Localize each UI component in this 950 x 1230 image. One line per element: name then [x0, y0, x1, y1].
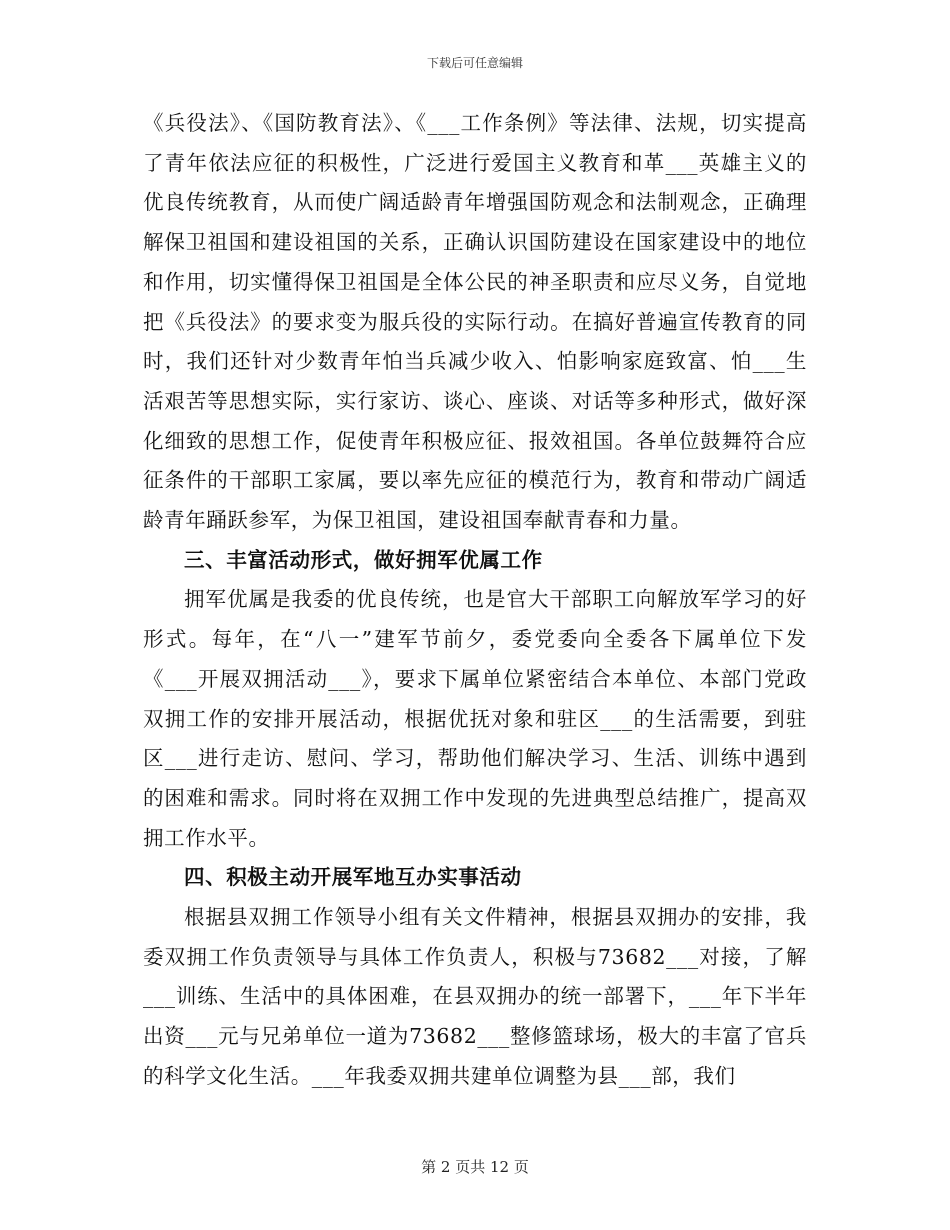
page-footer: 第 2 页共 12 页: [421, 1158, 529, 1176]
paragraph-mutual-affairs: 根据县双拥工作领导小组有关文件精神，根据县双拥办的安排，我委双拥工作负责领导与具体工作负责人，积极与73682___对接，了解___训练、生活中的具体困难，在县双拥办的统一部署下，___年下半年出资___元与兄弟单位一道为73682___整修篮球场，极大的丰富了官兵的科学文化生活。___年我委双拥共建单位调整为县___部，我们: [143, 905, 807, 1088]
paragraph-continued: 《兵役法》、《国防教育法》、《___工作条例》等法律、法规，切实提高了青年依法应征的积极性，广泛进行爱国主义教育和革___英雄主义的优良传统教育，从而使广阔适龄青年增强国防观念和法制观念，正确理解保卫祖国和建设祖国的关系，正确认识国防建设在国家建设中的地位和作用，切实懂得保卫祖国是全体公民的神圣职责和应尽义务，自觉地把《兵役法》的要求变为服兵役的实际行动。在搞好普遍宣传教育的同时，我们还针对少数青年怕当兵减少收入、怕影响家庭致富、怕___生活艰苦等思想实际，实行家访、谈心、座谈、对话等多种形式，做好深化细致的思想工作，促使青年积极应征、报效祖国。各单位鼓舞符合应征条件的干部职工家属，要以率先应征的模范行为，教育和带动广阔适龄青年踊跃参军，为保卫祖国，建设祖国奉献青春和力量。: [143, 111, 807, 533]
section-heading-3: 三、丰富活动形式，做好拥军优属工作: [184, 547, 543, 572]
section-heading-4: 四、积极主动开展军地互办实事活动: [184, 865, 522, 890]
page-header: 下载后可任意编辑: [426, 56, 523, 70]
paragraph-army-support: 拥军优属是我委的优良传统，也是官大干部职工向解放军学习的好形式。每年，在“八一”建军节前夕，委党委向全委各下属单位下发《___开展双拥活动___》，要求下属单位紧密结合本单位、本部门党政双拥工作的安排开展活动，根据优抚对象和驻区___的生活需要，到驻区___进行走访、慰问、学习，帮助他们解决学习、生活、训练中遇到的困难和需求。同时将在双拥工作中发现的先进典型总结推广，提高双拥工作水平。: [143, 587, 807, 850]
document-body: [143, 104, 807, 1097]
